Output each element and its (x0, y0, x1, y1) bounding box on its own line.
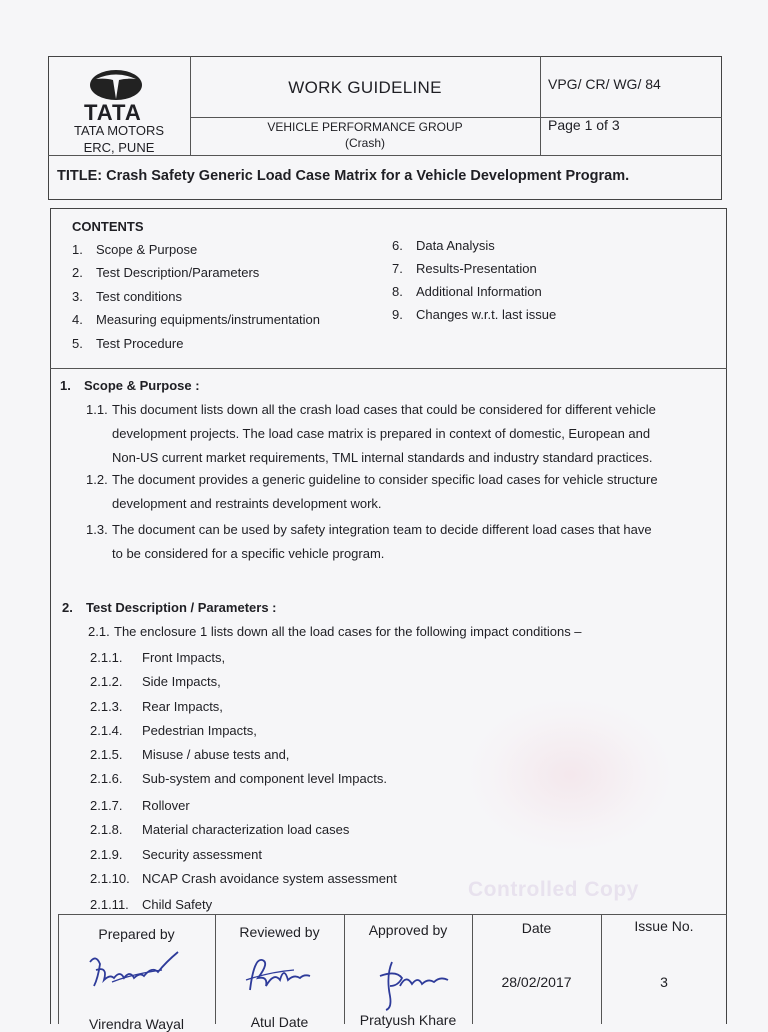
prepared-by-name: Virendra Wayal (89, 1016, 184, 1032)
list-item: 2.1.6. Sub-system and component level Impacts. (90, 771, 387, 786)
toc-item: 3. Test conditions (72, 289, 182, 304)
reviewed-by-label: Reviewed by (239, 924, 320, 940)
toc-item: 1. Scope & Purpose (72, 242, 198, 257)
document-title: TITLE: Crash Safety Generic Load Case Matrix for a Vehicle Development Program. (57, 168, 630, 184)
paragraph-1-3: 1.3. The document can be used by safety integration team to decide different load cases that have to be considered for a specific vehicle program. (86, 522, 652, 561)
section-2-intro: 2.1. The enclosure 1 lists down all the load cases for the following impact conditions – (88, 624, 582, 639)
section-2-heading: 2. Test Description / Parameters : (62, 600, 277, 615)
document-type: WORK GUIDELINE (288, 78, 442, 97)
list-item: 2.1.3. Rear Impacts, (90, 699, 223, 714)
logo-wordmark: TATA (84, 100, 142, 125)
document-code: VPG/ CR/ WG/ 84 (548, 76, 661, 92)
page-number: Page 1 of 3 (548, 117, 620, 133)
tata-logo-icon (88, 68, 144, 102)
controlled-copy-watermark: Controlled Copy (468, 878, 639, 901)
group-name: VEHICLE PERFORMANCE GROUP (267, 120, 463, 134)
reviewed-signature-icon (240, 950, 320, 1000)
toc-item: 2. Test Description/Parameters (72, 265, 260, 280)
list-item: 2.1.10. NCAP Crash avoidance system assessment (90, 871, 397, 886)
list-item: 2.1.5. Misuse / abuse tests and, (90, 747, 290, 762)
approved-by-name: Pratyush Khare (359, 1012, 457, 1028)
toc-item: 6. Data Analysis (392, 238, 495, 253)
toc-item: 7. Results-Presentation (392, 261, 537, 276)
list-item: 2.1.7. Rollover (90, 798, 190, 813)
company-location: ERC, PUNE (83, 140, 155, 155)
issue-date: 28/02/2017 (501, 974, 572, 990)
toc-item: 4. Measuring equipments/instrumentation (72, 312, 321, 327)
issue-label: Issue No. (634, 918, 694, 934)
list-item: 2.1.4. Pedestrian Impacts, (90, 723, 257, 738)
list-item: 2.1.8. Material characterization load cases (90, 822, 350, 837)
list-item: 2.1.9. Security assessment (90, 847, 262, 862)
toc-item: 8. Additional Information (392, 284, 542, 299)
paragraph-1-2: 1.2. The document provides a generic guideline to consider specific load cases for vehicle structure development and restraints development work. (86, 472, 658, 511)
list-item: 2.1.2. Side Impacts, (90, 674, 221, 689)
group-subtitle: (Crash) (344, 136, 385, 150)
prepared-by-label: Prepared by (98, 926, 175, 942)
toc-item: 5. Test Procedure (72, 336, 184, 351)
section-1-heading: 1. Scope & Purpose : (60, 378, 200, 393)
approved-by-label: Approved by (368, 922, 448, 938)
list-item: 2.1.11. Child Safety (90, 897, 213, 912)
prepared-signature-icon (82, 944, 182, 994)
date-label: Date (521, 920, 552, 936)
company-name: TATA MOTORS (73, 123, 165, 138)
list-item: 2.1.1. Front Impacts, (90, 650, 226, 665)
stamp-smudge (470, 700, 670, 850)
issue-number: 3 (660, 974, 668, 990)
contents-heading: CONTENTS (72, 219, 144, 234)
toc-item: 9. Changes w.r.t. last issue (392, 307, 557, 322)
reviewed-by-name: Atul Date (250, 1014, 309, 1030)
paragraph-1-1: 1.1. This document lists down all the crash load cases that could be considered for different vehicle development projects. The load case matrix is prepared in context of domestic, European and Non-US current market requirements, TML internal standards and industry standard practices. (86, 402, 656, 465)
approved-signature-icon (372, 956, 452, 1012)
